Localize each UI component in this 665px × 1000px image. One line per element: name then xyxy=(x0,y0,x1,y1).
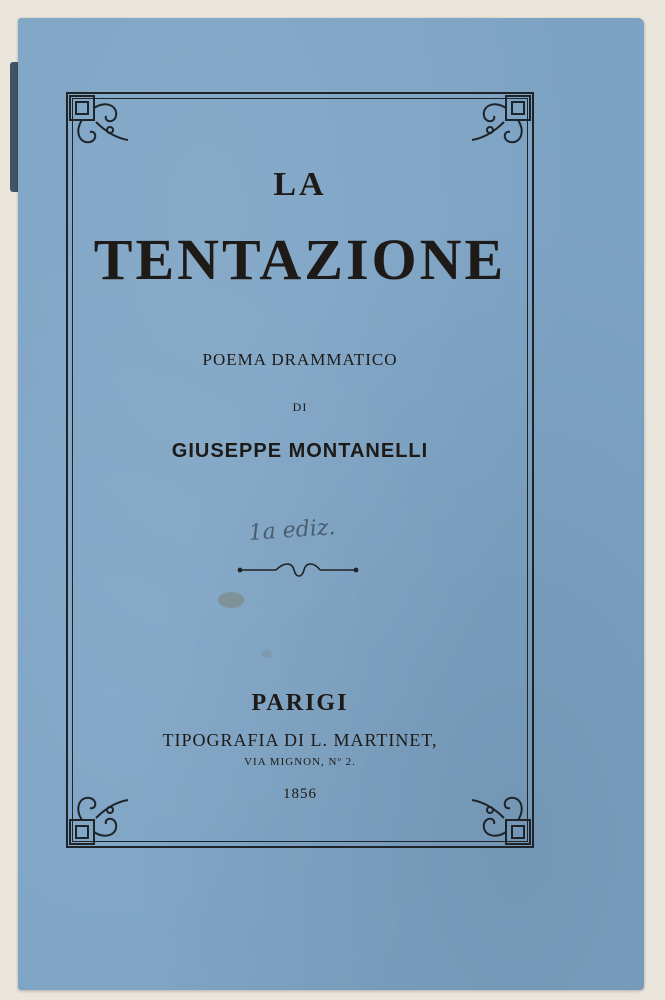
by-line: DI xyxy=(292,400,308,414)
scroll-divider-icon xyxy=(236,562,360,578)
publication-city: PARIGI xyxy=(251,690,349,716)
fleuron-corner-icon xyxy=(466,92,534,160)
book-subtitle: POEMA DRAMMATICO xyxy=(202,350,398,369)
author-name: GIUSEPPE MONTANELLI xyxy=(171,440,429,462)
handwritten-note: 1a ediz. xyxy=(247,515,337,546)
printer-name: TIPOGRAFIA DI L. MARTINET, xyxy=(162,730,438,750)
book-title: TENTAZIONE xyxy=(93,227,507,292)
publication-year: 1856 xyxy=(283,786,317,802)
printer-address: VIA MIGNON, Nº 2. xyxy=(244,756,356,768)
title-article: LA xyxy=(273,166,327,203)
fleuron-corner-icon xyxy=(66,92,134,160)
